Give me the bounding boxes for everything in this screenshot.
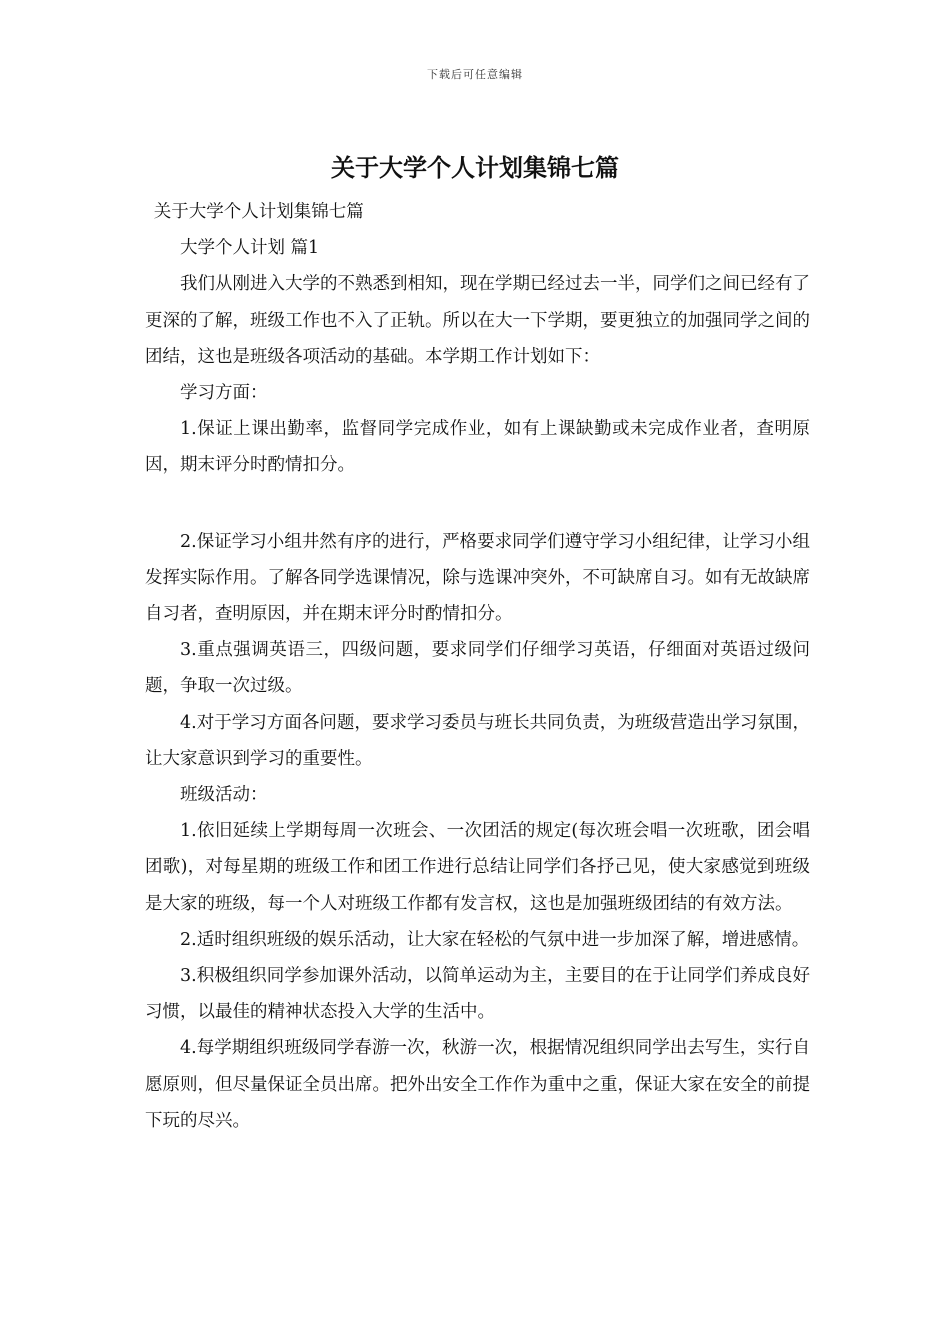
- activity-heading: 班级活动：: [180, 785, 268, 806]
- document-title: 关于大学个人计划集锦七篇: [331, 153, 619, 182]
- study-item-3: 3.重点强调英语三，四级问题，要求同学们仔细学习英语，仔细面对英语过级问题，争取一次过级。: [145, 640, 810, 697]
- intro-paragraph: 我们从刚进入大学的不熟悉到相知，现在学期已经过去一半，同学们之间已经有了更深的了解，班级工作也不入了正轨。所以在大一下学期，要更独立的加强同学之间的团结，这也是班级各项活动的基础。本学期工作计划如下：: [145, 274, 810, 367]
- study-heading: 学习方面：: [180, 383, 268, 404]
- activity-item-1: 1.依旧延续上学期每周一次班会、一次团活的规定(每次班会唱一次班歌，团会唱团歌)，对每星期的班级工作和团工作进行总结让同学们各抒己见，使大家感觉到班级是大家的班级，每一个人对班级工作都有发言权，这也是加强班级团结的有效方法。: [145, 821, 810, 914]
- activity-item-2: 2.适时组织班级的娱乐活动，让大家在轻松的气氛中进一步加深了解，增进感情。: [180, 929, 810, 950]
- document-body: [145, 194, 810, 1139]
- study-item-1: 1.保证上课出勤率，监督同学完成作业，如有上课缺勤或未完成作业者，查明原因，期末评分时酌情扣分。: [145, 419, 810, 476]
- activity-item-4: 4.每学期组织班级同学春游一次，秋游一次，根据情况组织同学出去写生，实行自愿原则，但尽量保证全员出席。把外出安全工作作为重中之重，保证大家在安全的前提下玩的尽兴。: [145, 1038, 810, 1131]
- activity-item-3: 3.积极组织同学参加课外活动，以简单运动为主，主要目的在于让同学们养成良好习惯，以最佳的精神状态投入大学的生活中。: [145, 966, 810, 1023]
- study-item-4: 4.对于学习方面各问题，要求学习委员与班长共同负责，为班级营造出学习氛围，让大家意识到学习的重要性。: [145, 712, 810, 769]
- header-note: 下载后可任意编辑: [427, 68, 523, 81]
- study-item-2: 2.保证学习小组井然有序的进行，严格要求同学们遵守学习小组纪律，让学习小组发挥实际作用。了解各同学选课情况，除与选课冲突外，不可缺席自习。如有无故缺席自习者，查明原因，并在期末评分时酌情扣分。: [145, 531, 810, 625]
- subtitle-paragraph: 关于大学个人计划集锦七篇: [153, 202, 364, 222]
- section-heading: 大学个人计划 篇1: [180, 238, 320, 259]
